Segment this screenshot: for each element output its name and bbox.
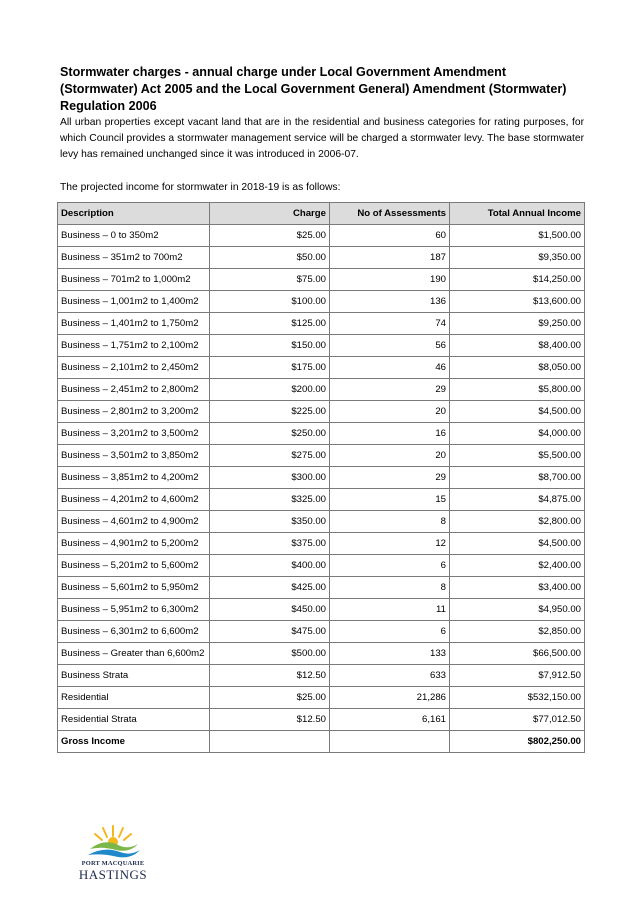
cell-charge: $475.00 xyxy=(210,621,330,643)
cell-description: Business – 1,401m2 to 1,750m2 xyxy=(58,313,210,335)
table-row xyxy=(58,291,585,313)
table-row xyxy=(58,709,585,731)
cell-description: Business – 351m2 to 700m2 xyxy=(58,247,210,269)
cell-total-income: $3,400.00 xyxy=(450,577,585,599)
table-row xyxy=(58,555,585,577)
cell-total-income: $2,800.00 xyxy=(450,511,585,533)
table-row xyxy=(58,269,585,291)
cell-total-income: $5,500.00 xyxy=(450,445,585,467)
cell-assessments: 46 xyxy=(330,357,450,379)
table-header-row xyxy=(58,203,585,225)
cell-total-income: $5,800.00 xyxy=(450,379,585,401)
cell-assessments: 633 xyxy=(330,665,450,687)
cell-assessments: 6,161 xyxy=(330,709,450,731)
cell-charge: $12.50 xyxy=(210,709,330,731)
cell-assessments: 20 xyxy=(330,401,450,423)
table-row xyxy=(58,423,585,445)
table-row xyxy=(58,687,585,709)
cell-charge: $175.00 xyxy=(210,357,330,379)
cell-assessments: 136 xyxy=(330,291,450,313)
table-row xyxy=(58,533,585,555)
cell-assessments: 21,286 xyxy=(330,687,450,709)
total-cell-assessments xyxy=(330,731,450,753)
cell-total-income: $2,400.00 xyxy=(450,555,585,577)
cell-total-income: $8,700.00 xyxy=(450,467,585,489)
cell-charge: $425.00 xyxy=(210,577,330,599)
cell-charge: $375.00 xyxy=(210,533,330,555)
cell-assessments: 60 xyxy=(330,225,450,247)
cell-total-income: $66,500.00 xyxy=(450,643,585,665)
council-logo xyxy=(78,822,148,882)
table-row xyxy=(58,225,585,247)
total-cell-description: Gross Income xyxy=(58,731,210,753)
cell-total-income: $9,250.00 xyxy=(450,313,585,335)
cell-description: Business – 2,801m2 to 3,200m2 xyxy=(58,401,210,423)
logo-text-port-macquarie: PORT MACQUARIE xyxy=(81,860,145,867)
cell-assessments: 187 xyxy=(330,247,450,269)
cell-charge: $25.00 xyxy=(210,225,330,247)
table-row xyxy=(58,665,585,687)
cell-charge: $325.00 xyxy=(210,489,330,511)
cell-assessments: 16 xyxy=(330,423,450,445)
column-header-charge: Charge xyxy=(210,203,330,225)
table-total-row xyxy=(58,731,585,753)
cell-description: Business – 4,901m2 to 5,200m2 xyxy=(58,533,210,555)
table-row xyxy=(58,401,585,423)
total-cell-charge xyxy=(210,731,330,753)
cell-total-income: $8,050.00 xyxy=(450,357,585,379)
cell-charge: $450.00 xyxy=(210,599,330,621)
cell-total-income: $7,912.50 xyxy=(450,665,585,687)
cell-description: Business – 5,201m2 to 5,600m2 xyxy=(58,555,210,577)
cell-assessments: 29 xyxy=(330,379,450,401)
logo-text-hastings: HASTINGS xyxy=(78,867,148,882)
cell-assessments: 133 xyxy=(330,643,450,665)
cell-assessments: 6 xyxy=(330,621,450,643)
cell-charge: $350.00 xyxy=(210,511,330,533)
table-row xyxy=(58,621,585,643)
cell-total-income: $8,400.00 xyxy=(450,335,585,357)
cell-total-income: $2,850.00 xyxy=(450,621,585,643)
cell-assessments: 74 xyxy=(330,313,450,335)
cell-description: Business – 2,451m2 to 2,800m2 xyxy=(58,379,210,401)
cell-assessments: 15 xyxy=(330,489,450,511)
cell-charge: $500.00 xyxy=(210,643,330,665)
cell-assessments: 6 xyxy=(330,555,450,577)
sun-and-waves-logo-icon xyxy=(84,822,142,860)
cell-description: Business – 4,601m2 to 4,900m2 xyxy=(58,511,210,533)
cell-description: Business – 3,501m2 to 3,850m2 xyxy=(58,445,210,467)
cell-charge: $25.00 xyxy=(210,687,330,709)
cell-charge: $200.00 xyxy=(210,379,330,401)
projected-income-text: The projected income for stormwater in 2018-19 is as follows: xyxy=(60,182,341,193)
cell-charge: $300.00 xyxy=(210,467,330,489)
cell-charge: $400.00 xyxy=(210,555,330,577)
table-row xyxy=(58,335,585,357)
cell-total-income: $4,000.00 xyxy=(450,423,585,445)
cell-total-income: $1,500.00 xyxy=(450,225,585,247)
cell-charge: $275.00 xyxy=(210,445,330,467)
document-body xyxy=(60,64,584,196)
cell-charge: $100.00 xyxy=(210,291,330,313)
cell-charge: $125.00 xyxy=(210,313,330,335)
cell-total-income: $532,150.00 xyxy=(450,687,585,709)
cell-total-income: $4,500.00 xyxy=(450,401,585,423)
cell-description: Business Strata xyxy=(58,665,210,687)
table-row xyxy=(58,313,585,335)
cell-charge: $150.00 xyxy=(210,335,330,357)
cell-charge: $12.50 xyxy=(210,665,330,687)
cell-total-income: $4,500.00 xyxy=(450,533,585,555)
cell-description: Business – 6,301m2 to 6,600m2 xyxy=(58,621,210,643)
table-row xyxy=(58,247,585,269)
cell-assessments: 11 xyxy=(330,599,450,621)
cell-description: Business – 5,951m2 to 6,300m2 xyxy=(58,599,210,621)
column-header-description: Description xyxy=(58,203,210,225)
cell-total-income: $77,012.50 xyxy=(450,709,585,731)
table-row xyxy=(58,357,585,379)
cell-description: Residential xyxy=(58,687,210,709)
cell-charge: $225.00 xyxy=(210,401,330,423)
column-header-total-income: Total Annual Income xyxy=(450,203,585,225)
cell-description: Business – 2,101m2 to 2,450m2 xyxy=(58,357,210,379)
total-cell-total-income: $802,250.00 xyxy=(450,731,585,753)
cell-description: Residential Strata xyxy=(58,709,210,731)
cell-description: Business – 4,201m2 to 4,600m2 xyxy=(58,489,210,511)
cell-assessments: 12 xyxy=(330,533,450,555)
column-header-assessments: No of Assessments xyxy=(330,203,450,225)
cell-total-income: $14,250.00 xyxy=(450,269,585,291)
table-row xyxy=(58,445,585,467)
intro-paragraph: All urban properties except vacant land that are in the residential and business categories for rating purposes, for which Council provides a stormwater management service will be charged a stormwater levy. The base stormwater levy has remained unchanged since it was introduced in 2006-07. xyxy=(60,117,584,160)
table-row xyxy=(58,379,585,401)
cell-charge: $50.00 xyxy=(210,247,330,269)
cell-assessments: 29 xyxy=(330,467,450,489)
cell-assessments: 56 xyxy=(330,335,450,357)
stormwater-charges-table xyxy=(57,202,585,753)
cell-charge: $250.00 xyxy=(210,423,330,445)
cell-total-income: $4,875.00 xyxy=(450,489,585,511)
cell-total-income: $4,950.00 xyxy=(450,599,585,621)
table-row xyxy=(58,599,585,621)
page-title: Stormwater charges - annual charge under Local Government Amendment (Stormwater) Act 2005 and the Local Government General) Amendment (Stormwater) Regulation 2006 xyxy=(60,65,567,113)
cell-description: Business – 5,601m2 to 5,950m2 xyxy=(58,577,210,599)
cell-description: Business – 1,001m2 to 1,400m2 xyxy=(58,291,210,313)
cell-description: Business – Greater than 6,600m2 xyxy=(58,643,210,665)
cell-description: Business – 1,751m2 to 2,100m2 xyxy=(58,335,210,357)
cell-description: Business – 3,201m2 to 3,500m2 xyxy=(58,423,210,445)
cell-total-income: $13,600.00 xyxy=(450,291,585,313)
cell-assessments: 190 xyxy=(330,269,450,291)
cell-description: Business – 3,851m2 to 4,200m2 xyxy=(58,467,210,489)
table-row xyxy=(58,489,585,511)
cell-total-income: $9,350.00 xyxy=(450,247,585,269)
cell-description: Business – 0 to 350m2 xyxy=(58,225,210,247)
table-row xyxy=(58,643,585,665)
cell-assessments: 20 xyxy=(330,445,450,467)
cell-assessments: 8 xyxy=(330,577,450,599)
table-row xyxy=(58,467,585,489)
cell-description: Business – 701m2 to 1,000m2 xyxy=(58,269,210,291)
cell-assessments: 8 xyxy=(330,511,450,533)
cell-charge: $75.00 xyxy=(210,269,330,291)
table-row xyxy=(58,511,585,533)
table-row xyxy=(58,577,585,599)
